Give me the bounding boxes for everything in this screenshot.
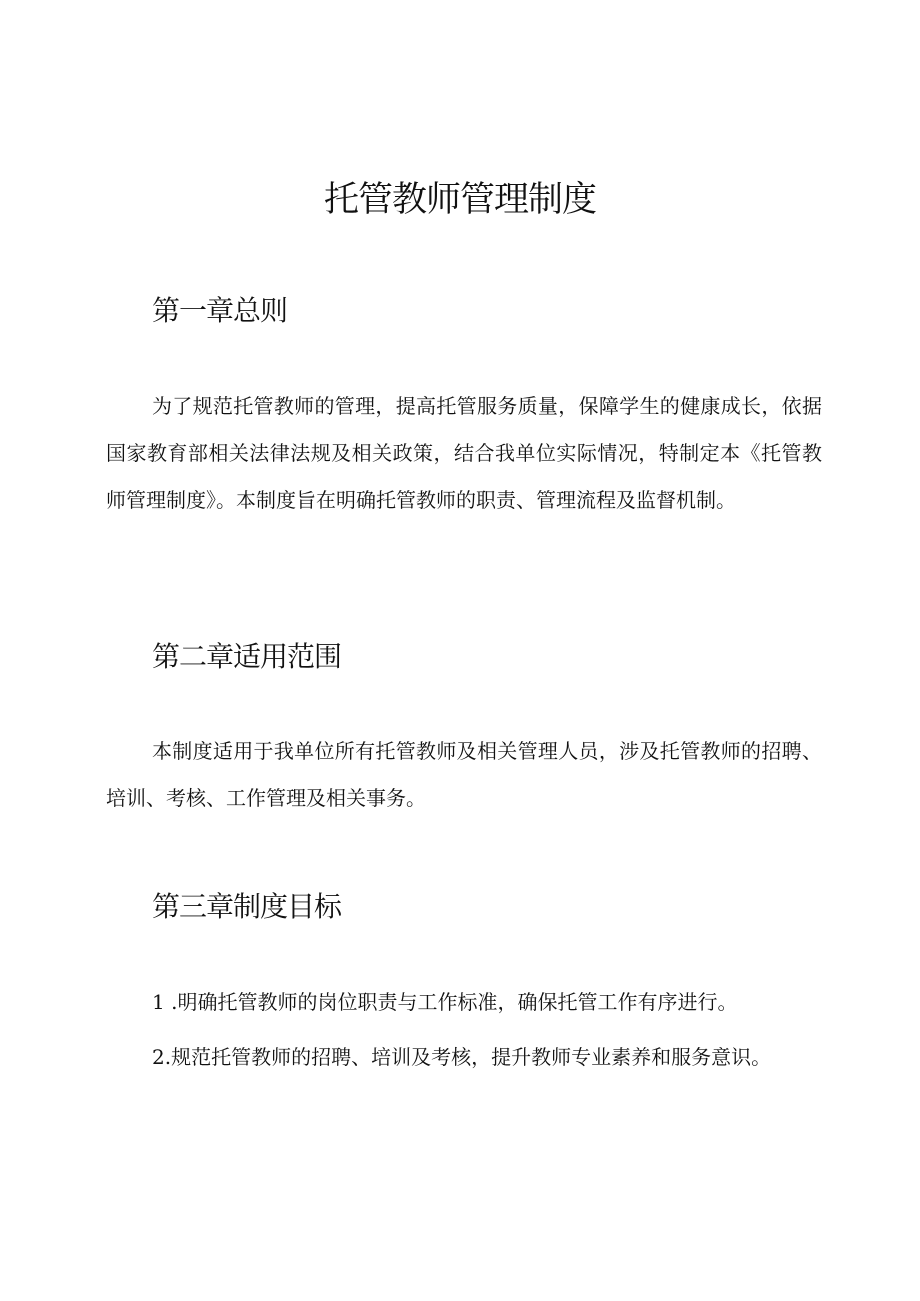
chapter-1-paragraph: 为了规范托管教师的管理，提高托管服务质量，保障学生的健康成长，依据国家教育部相关法律法规及相关政策，结合我单位实际情况，特制定本《托管教师管理制度》。本制度旨在明确托管教师的职责、管理流程及监督机制。 xyxy=(106,394,822,512)
chapter-3-list-item: 2.规范托管教师的招聘、培训及考核，提升教师专业素养和服务意识。 xyxy=(152,1045,772,1069)
document-title: 托管教师管理制度 xyxy=(323,180,596,220)
chapter-1-heading: 第一章总则 xyxy=(152,294,288,327)
chapter-3-heading: 第三章制度目标 xyxy=(152,890,342,923)
chapter-2-heading: 第二章适用范围 xyxy=(152,640,342,673)
chapter-2-paragraph: 本制度适用于我单位所有托管教师及相关管理人员，涉及托管教师的招聘、培训、考核、工作管理及相关事务。 xyxy=(106,739,822,810)
chapter-3-list-item: 1 .明确托管教师的岗位职责与工作标准，确保托管工作有序进行。 xyxy=(152,990,738,1014)
